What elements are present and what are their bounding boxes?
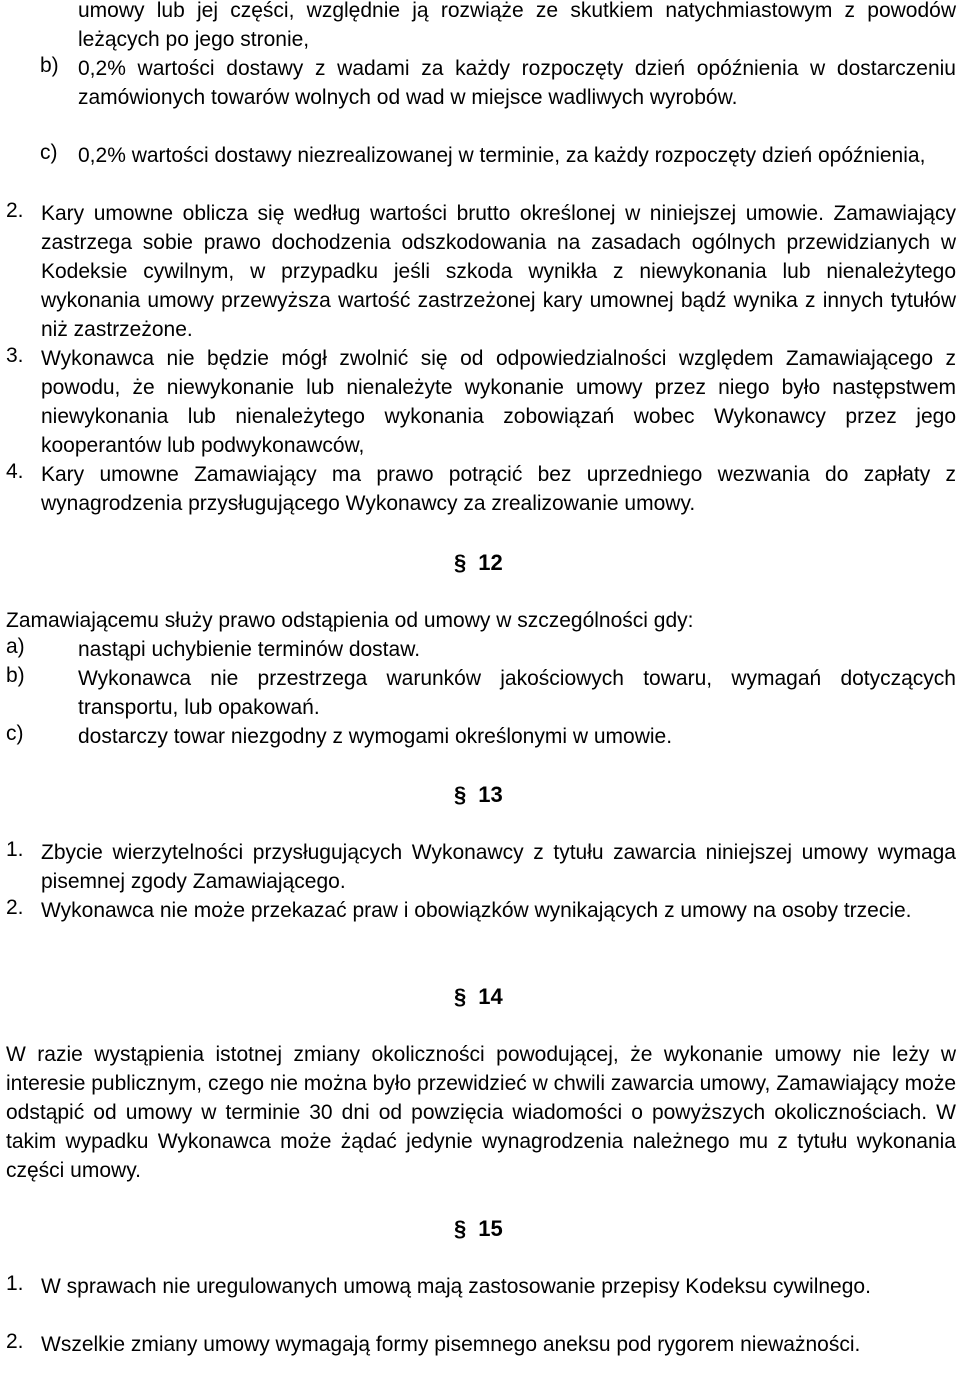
list-item-text: dostarczy towar niezgodny z wymogami określonymi w umowie. [78,725,673,748]
list-marker: b) [40,54,59,77]
section-number: 14 [478,984,503,1009]
section-sign: § [454,1216,467,1241]
section-heading-15 [454,1214,503,1243]
list-marker: b) [6,664,25,687]
section-heading-12 [454,548,503,577]
paragraph-text: W sprawach nie uregulowanych umową mają zastosowanie przepisy Kodeksu cywilnego. [41,1275,871,1298]
paragraph-number: 2. [6,199,24,222]
section-sign: § [454,782,467,807]
paragraph-text: Wykonawca nie może przekazać praw i obowiązków wynikających z umowy na osoby trzecie. [41,899,912,922]
paragraph-text: Zbycie wierzytelności przysługujących Wykonawcy z tytułu zawarcia niniejszej umowy wymaga pisemnej zgody Zamawiającego. [41,841,956,893]
section-sign: § [454,550,467,575]
section-sign: § [454,984,467,1009]
list-marker: c) [6,722,24,745]
section-number: 13 [478,782,503,807]
list-marker: a) [6,635,25,658]
paragraph-number: 4. [6,460,24,483]
section-14-text: W razie wystąpienia istotnej zmiany okoliczności powodującej, że wykonanie umowy nie leży w interesie publicznym, czego nie można było przewidzieć w chwili zawarcia umowy, Zamawiający może odstąpić od umowy w terminie 30 dni od powzięcia wiadomości o powyższych okolicznościach. W takim wypadku Wykonawca może żądać jedynie wynagrodzenia należnego mu z tytułu wykonania części umowy. [6,1043,956,1182]
section-heading-14 [454,982,503,1011]
section-number: 15 [478,1216,503,1241]
list-marker: c) [40,141,58,164]
paragraph-text: Kary umowne Zamawiający ma prawo potrącić bez uprzedniego wezwania do zapłaty z wynagrodzenia przysługującego Wykonawcy za zrealizowanie umowy. [41,463,956,515]
paragraph-number: 2. [6,896,24,919]
section-12-intro: Zamawiającemu służy prawo odstąpienia od umowy w szczególności gdy: [6,609,694,632]
section-number: 12 [478,550,503,575]
section-heading-13 [454,780,503,809]
list-item-text: 0,2% wartości dostawy z wadami za każdy rozpoczęty dzień opóźnienia w dostarczeniu zamówionych towarów wolnych od wad w miejsce wadliwych wyrobów. [78,57,956,109]
list-item-text: nastąpi uchybienie terminów dostaw. [78,638,421,661]
paragraph-number: 2. [6,1330,24,1353]
paragraph-text: Kary umowne oblicza się według wartości brutto określonej w niniejszej umowie. Zamawiający zastrzega sobie prawo dochodzenia odszkodowania na zasadach ogólnych przewidzianych w Kodeksie cywilnym, w przypadku jeśli szkoda wynikła z niewykonania lub nienależytego wykonania umowy przewyższa wartość zastrzeżonej kary umownej bądź wynika z innych tytułów niż zastrzeżone. [41,202,956,341]
paragraph-text: Wszelkie zmiany umowy wymagają formy pisemnego aneksu pod rygorem nieważności. [41,1333,861,1356]
paragraph-text: Wykonawca nie będzie mógł zwolnić się od odpowiedzialności względem Zamawiającego z powodu, że niewykonanie lub nienależyte wykonanie umowy przez niego było następstwem niewykonania lub nienależytego wykonania zobowiązań wobec Wykonawcy przez jego kooperantów lub podwykonawców, [41,347,956,457]
paragraph-a-continuation: umowy lub jej części, względnie ją rozwiąże ze skutkiem natychmiastowym z powodów leżących po jego stronie, [78,0,956,51]
paragraph-number: 1. [6,1272,24,1295]
list-item-text: 0,2% wartości dostawy niezrealizowanej w terminie, za każdy rozpoczęty dzień opóźnienia, [78,144,926,167]
paragraph-number: 1. [6,838,24,861]
list-item-text: Wykonawca nie przestrzega warunków jakościowych towaru, wymagań dotyczących transportu, lub opakowań. [78,667,956,719]
paragraph-number: 3. [6,344,24,367]
